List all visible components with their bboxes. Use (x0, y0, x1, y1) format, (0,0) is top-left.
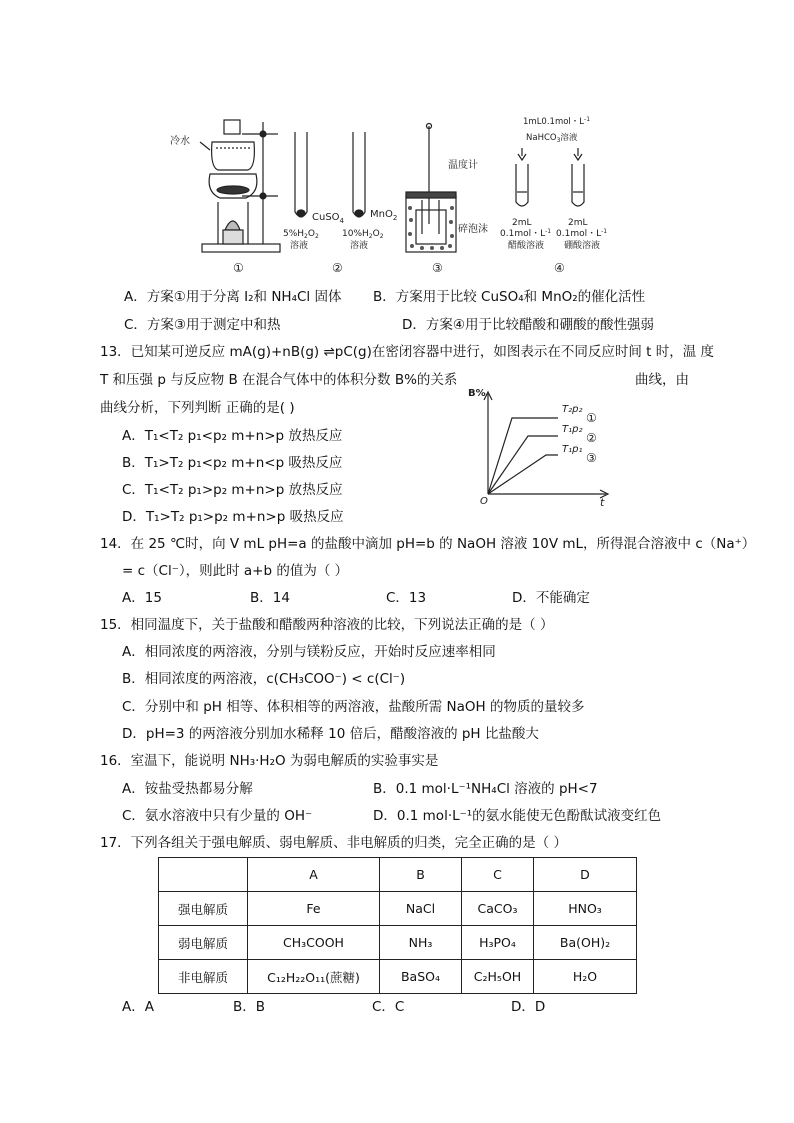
table-header-cell: A (248, 858, 380, 892)
q13-stem-line1: 13．已知某可逆反应 mA(g)+nB(g) ⇌pC(g)在密闭容器中进行，如图表示在不同反应时间 t 时，温 度 (100, 344, 715, 360)
q15-option-d: D．pH=3 的两溶液分别加水稀释 10 倍后，醋酸溶液的 pH 比盐酸大 (122, 726, 539, 742)
q13-curve-2 (488, 436, 558, 494)
foam-dots (408, 206, 454, 250)
table-header-row (159, 858, 637, 892)
q13-curve-3-label: T₁p₁ (562, 444, 583, 455)
reagent-name: NaHCO$_3$溶液 (526, 133, 578, 144)
q12-option-c: C．方案③用于测定中和热 (124, 317, 281, 333)
figure-number-2: ② (332, 261, 343, 275)
apparatus-figure (160, 112, 680, 277)
reagent-concentration: 1mL0.1mol・$L^{-1}$ (523, 116, 591, 127)
q17-option-d: D．D (511, 999, 546, 1015)
q13-curve-2-label: T₁p₂ (562, 424, 583, 435)
q13-option-c: C．T₁<T₂ p₁>p₂ m+n>p 放热反应 (122, 482, 343, 498)
q13-curve-1 (488, 418, 558, 494)
table-cell: NH₃ (380, 926, 462, 960)
calorimeter (406, 124, 456, 253)
table-cell: 非电解质 (159, 960, 248, 994)
figure-number-3: ③ (432, 261, 443, 275)
q13-option-a: A．T₁<T₂ p₁<p₂ m+n>p 放热反应 (122, 428, 343, 444)
q13-y-label: B% (468, 388, 486, 399)
table-cell: BaSO₄ (380, 960, 462, 994)
q13-curve-3-mark: ③ (586, 451, 597, 465)
q13-option-b: B．T₁>T₂ p₁<p₂ m+n<p 吸热反应 (122, 455, 343, 471)
q16-option-d: D．0.1 mol·L⁻¹的氨水能使无色酚酞试液变红色 (373, 808, 662, 824)
q14-option-d: D．不能确定 (512, 590, 590, 606)
q17-stem: 17．下列各组关于强电解质、弱电解质、非电解质的归类，完全正确的是（ ） (100, 835, 567, 851)
q12-option-a: A．方案①用于分离 I₂和 NH₄Cl 固体 (124, 289, 342, 305)
q16-stem: 16．室温下，能说明 NH₃·H₂O 为弱电解质的实验事实是 (100, 753, 439, 769)
table-cell: CaCO₃ (462, 892, 534, 926)
sublimation-apparatus (200, 120, 280, 252)
q13-option-d: D．T₁>T₂ p₁>p₂ m+n>p 吸热反应 (122, 509, 344, 525)
q13-x-label: t (600, 496, 605, 507)
q17-option-c: C．C (372, 999, 405, 1015)
tube-b-concentration: 0.1mol・$L^{-1}$ (556, 228, 608, 239)
q16-option-a: A．铵盐受热都易分解 (122, 781, 253, 797)
q14-option-a: A．15 (122, 590, 162, 606)
tube2-solution-word: 溶液 (350, 241, 369, 251)
cold-water-label: 冷水 (170, 136, 190, 147)
tube-b-name: 硼酸溶液 (564, 241, 601, 251)
q14-stem-line1: 14．在 25 ℃时，向 V mL pH=a 的盐酸中滴加 pH=b 的 NaOH 溶液 10V mL，所得混合溶液中 c（Na⁺） (100, 536, 756, 552)
mno2-label: MnO$_2$ (370, 209, 398, 222)
test-tubes-catalyst (295, 132, 365, 217)
q13-curve-1-mark: ① (586, 411, 597, 425)
q14-stem-line2: = c（Cl⁻），则此时 a+b 的值为（ ） (122, 563, 349, 579)
q12-option-d: D．方案④用于比较醋酸和硼酸的酸性强弱 (402, 317, 654, 333)
q17-option-a: A．A (122, 999, 154, 1015)
table-cell: H₂O (534, 960, 637, 994)
table-row (159, 926, 637, 960)
q12-option-b: B．方案用于比较 CuSO₄和 MnO₂的催化活性 (373, 289, 646, 305)
acid-test-tubes (516, 148, 584, 206)
thermometer-label: 温度计 (448, 160, 478, 171)
q13-origin-label: O (480, 496, 488, 507)
tube2-solution-label: $10\%H_2O_2$ (342, 229, 384, 240)
table-cell: CH₃COOH (248, 926, 380, 960)
table-header-cell: B (380, 858, 462, 892)
tube-b-volume: 2mL (568, 218, 588, 228)
q15-option-c: C．分别中和 pH 相等、体积相等的两溶液，盐酸所需 NaOH 的物质的量较多 (122, 699, 585, 715)
tube-a-volume: 2mL (512, 218, 532, 228)
q13-curve-2-mark: ② (586, 431, 597, 445)
table-cell: C₁₂H₂₂O₁₁(蔗糖) (248, 960, 380, 994)
q15-option-a: A．相同浓度的两溶液，分别与镁粉反应，开始时反应速率相同 (122, 644, 496, 660)
q16-option-b: B．0.1 mol·L⁻¹NH₄Cl 溶液的 pH<7 (373, 781, 598, 797)
tube-a-concentration: 0.1mol・$L^{-1}$ (500, 228, 552, 239)
q13-stem-line2b: 曲线，由 (635, 372, 689, 388)
table-header-cell: D (534, 858, 637, 892)
q15-stem: 15．相同温度下，关于盐酸和醋酸两种溶液的比较，下列说法正确的是（ ） (100, 617, 554, 633)
table-cell: C₂H₅OH (462, 960, 534, 994)
table-cell: 弱电解质 (159, 926, 248, 960)
table-cell: NaCl (380, 892, 462, 926)
q13-stem-line3: 曲线分析，下列判断 正确的是( ) (100, 400, 295, 416)
q15-option-b: B．相同浓度的两溶液，c(CH₃COO⁻) < c(Cl⁻) (122, 671, 406, 687)
q13-curve-1-label: T₂p₂ (562, 404, 583, 415)
table-cell: H₃PO₄ (462, 926, 534, 960)
table-row (159, 892, 637, 926)
figure-number-4: ④ (554, 261, 565, 275)
table-cell: 强电解质 (159, 892, 248, 926)
table-cell: Ba(OH)₂ (534, 926, 637, 960)
table-row (159, 960, 637, 994)
q14-option-b: B．14 (250, 590, 290, 606)
electrolyte-table (158, 857, 637, 994)
tube1-solution-word: 溶液 (290, 241, 309, 251)
figure-number-1: ① (233, 261, 244, 275)
q13-stem-line2a: T 和压强 p 与反应物 B 在混合气体中的体积分数 B%的关系 (100, 372, 458, 388)
q16-option-c: C．氨水溶液中只有少量的 OH⁻ (122, 808, 313, 824)
tube-a-name: 醋酸溶液 (508, 241, 545, 251)
table-cell: Fe (248, 892, 380, 926)
foam-label: 碎泡沫 (458, 224, 488, 235)
q17-option-b: B．B (233, 999, 266, 1015)
q14-option-c: C．13 (386, 590, 427, 606)
q13-graph (466, 382, 616, 507)
table-cell: HNO₃ (534, 892, 637, 926)
tube1-solution-label: $5\%H_2O_2$ (283, 229, 319, 240)
cuso4-label: CuSO$_4$ (312, 212, 345, 225)
table-header-cell: C (462, 858, 534, 892)
table-header-cell (159, 858, 248, 892)
